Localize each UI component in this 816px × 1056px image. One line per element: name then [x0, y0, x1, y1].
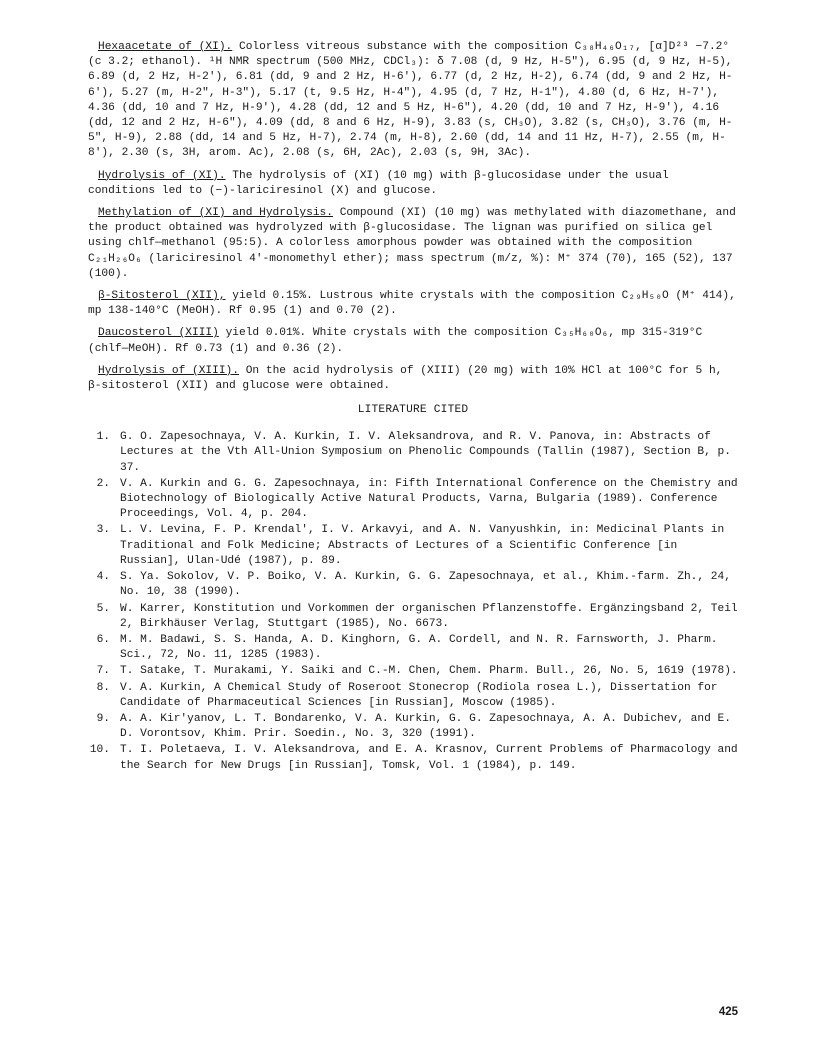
reference-text: L. V. Levina, F. P. Krendal', I. V. Arkavyi, and A. N. Vanyushkin, in: Medicinal Plants in Traditional and Folk Medicine; Abstracts of Lectures of a Scientific Conference [in Russian], Ulan-Udé (1987), p. 89.	[120, 524, 725, 567]
paragraph-title: β-Sitosterol (XII),	[98, 290, 226, 303]
reference-text: T. Satake, T. Murakami, Y. Saiki and C.-M. Chen, Chem. Pharm. Bull., 26, No. 5, 1619 (1978).	[120, 665, 738, 678]
paragraph-title: Hexaacetate of (XI).	[98, 41, 233, 53]
literature-heading: LITERATURE CITED	[357, 404, 469, 417]
paragraph-hydrolysis-xiii	[88, 364, 738, 394]
reference-item	[88, 743, 738, 773]
reference-item	[88, 430, 738, 476]
paragraph-text: Colorless vitreous substance with the composition C₃₈H₄₆O₁₇, [α]D²³ −7.2° (c 3.2; ethanol). ¹H NMR spectrum (500 MHz, CDCl₃): δ 7.08 (d, 9 Hz, H-5"), 6.95 (d, 9 Hz, H-5), 6.89 (d, 2 Hz, H-2'), 6.81 (dd, 9 and 2 Hz, H-6'), 6.77 (d, 2 Hz, H-2), 6.74 (dd, 9 and 2 Hz, H-6'), 5.27 (m, H-2", H-3"), 5.17 (t, 9.5 Hz, H-4"), 4.95 (d, 7 Hz, H-1"), 4.80 (d, 6 Hz, H-7'), 4.36 (dd, 10 and 7 Hz, H-9'), 4.28 (dd, 12 and 5 Hz, H-6"), 4.20 (dd, 10 and 7 Hz, H-9'), 4.16 (dd, 12 and 2 Hz, H-6"), 4.09 (dd, 8 and 6 Hz, H-9), 3.83 (s, CH₃O), 3.82 (s, CH₃O), 3.76 (m, H-5", H-9), 2.88 (dd, 14 and 5 Hz, H-7), 2.74 (m, H-8), 2.60 (dd, 14 and 11 Hz, H-7), 2.55 (m, H-8'), 2.30 (s, 3H, arom. Ac), 2.08 (s, 6H, 2Ac), 2.03 (s, 9H, 3Ac).	[88, 41, 733, 160]
paragraph-daucosterol	[88, 326, 738, 356]
reference-item	[88, 664, 738, 679]
reference-text: A. A. Kir'yanov, L. T. Bondarenko, V. A. Kurkin, G. G. Zapesochnaya, A. A. Dubichev, and E. D. Vorontsov, Khim. Prir. Soedin., No. 3, 320 (1991).	[120, 712, 731, 741]
paragraph-methylation	[88, 206, 738, 282]
reference-text: T. I. Poletaeva, I. V. Aleksandrova, and E. A. Krasnov, Current Problems of Pharmacology and the Search for New Drugs [in Russian], Tomsk, Vol. 1 (1984), p. 149.	[120, 744, 738, 772]
reference-number: 3.	[96, 524, 110, 537]
reference-item	[88, 633, 738, 663]
paragraph-text: yield 0.01%. White crystals with the composition C₃₅H₆₀O₆, mp 315-319°C (chlf—MeOH). Rf 0.73 (1) and 0.36 (2).	[88, 327, 703, 355]
reference-number: 9.	[96, 712, 110, 725]
paragraph-hydrolysis-xi	[88, 169, 738, 199]
reference-text: S. Ya. Sokolov, V. P. Boiko, V. A. Kurkin, G. G. Zapesochnaya, et al., Khim.-farm. Zh., 24, No. 10, 38 (1990).	[120, 571, 731, 599]
reference-item	[88, 523, 738, 569]
page-number: 425	[718, 1006, 738, 1018]
reference-number: 10.	[89, 744, 110, 757]
paragraph-text: Compound (XI) (10 mg) was methylated with diazomethane, and the product obtained was hydrolyzed with β-glucosidase. The lignan was purified on silica gel using chlf—methanol (95:5). A colorless amorphous powder was obtained with the composition C₂₁H₂₆O₆ (lariciresinol 4'-monomethyl ether); mass spectrum (m/z, %): M⁺ 374 (70), 165 (52), 137 (100).	[88, 207, 736, 280]
reference-number: 2.	[96, 477, 110, 490]
reference-text: G. O. Zapesochnaya, V. A. Kurkin, I. V. Aleksandrova, and R. V. Panova, in: Abstracts of Lectures at the Vth All-Union Symposium on Phenolic Compounds (Tallin (1987), Section B, p. 37.	[120, 431, 731, 474]
reference-number: 5.	[96, 602, 110, 615]
reference-number: 1.	[96, 431, 110, 444]
reference-text: V. A. Kurkin, A Chemical Study of Roseroot Stonecrop (Rodiola rosea L.), Dissertation for Candidate of Pharmaceutical Sciences [in Russian], Moscow (1985).	[120, 681, 718, 709]
reference-number: 4.	[96, 571, 110, 584]
reference-number: 7.	[96, 665, 110, 678]
reference-number: 6.	[96, 633, 110, 646]
reference-item	[88, 477, 738, 523]
page-body	[88, 40, 738, 775]
reference-text: V. A. Kurkin and G. G. Zapesochnaya, in: Fifth International Conference on the Chemistry and Biotechnology of Biologically Active Natural Products, Varna, Bulgaria (1989). Conference Proceedings, Vol. 4, p. 204.	[120, 477, 738, 521]
paragraph-text: The hydrolysis of (XI) (10 mg) with β-glucosidase under the usual conditions led to (−)-lariciresinol (X) and glucose.	[88, 169, 669, 197]
reference-item	[88, 681, 738, 711]
paragraph-text: yield 0.15%. Lustrous white crystals with the composition C₂₉H₅₀O (M⁺ 414), mp 138-140°C (MeOH). Rf 0.95 (1) and 0.70 (2).	[88, 290, 736, 318]
paragraph-title: Daucosterol (XIII)	[98, 327, 219, 340]
reference-item	[88, 712, 738, 742]
reference-text: W. Karrer, Konstitution und Vorkommen der organischen Pflanzenstoffe. Ergänzingsband 2, Teil 2, Birkhäuser Verlag, Stuttgart (1985), No. 6673.	[120, 602, 738, 630]
paragraph-sitosterol	[88, 289, 738, 319]
reference-item	[88, 570, 738, 600]
paragraph-text: On the acid hydrolysis of (XIII) (20 mg) with 10% HCl at 100°C for 5 h, β-sitosterol (XII) and glucose were obtained.	[88, 364, 723, 393]
paragraph-title: Hydrolysis of (XIII).	[98, 364, 239, 377]
reference-item	[88, 602, 738, 632]
paragraph-hexaacetate	[88, 40, 738, 162]
reference-list	[88, 430, 738, 773]
reference-text: M. M. Badawi, S. S. Handa, A. D. Kinghorn, G. A. Cordell, and N. R. Farnsworth, J. Pharm. Sci., 72, No. 11, 1285 (1983).	[120, 633, 718, 662]
paragraph-title: Methylation of (XI) and Hydrolysis.	[98, 207, 333, 220]
reference-number: 8.	[96, 681, 110, 694]
paragraph-title: Hydrolysis of (XI).	[98, 169, 226, 182]
